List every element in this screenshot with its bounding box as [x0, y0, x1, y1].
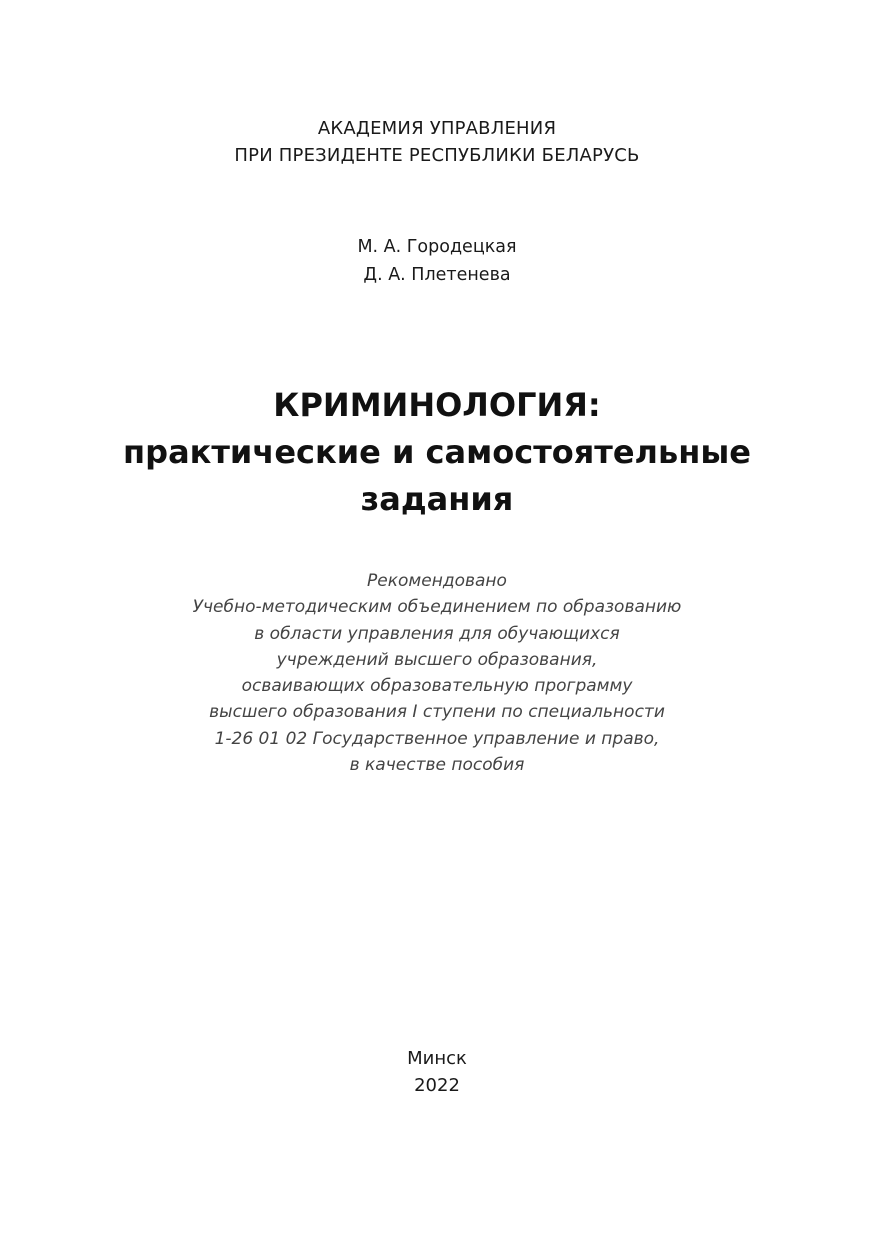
title-line-3: задания: [360, 480, 514, 518]
title-line-1: КРИМИНОЛОГИЯ:: [273, 386, 601, 424]
imprint: [0, 1045, 874, 1099]
recommendation-line-7: 1-26 01 02 Государственное управление и право,: [214, 728, 660, 749]
recommendation-statement: [0, 568, 874, 778]
recommendation-line-5: осваивающих образовательную программу: [241, 676, 633, 697]
author-2: Д. А. Плетенева: [363, 265, 511, 285]
institution-name: [0, 115, 874, 169]
recommendation-line-1: Рекомендовано: [367, 571, 507, 591]
imprint-year: 2022: [414, 1075, 460, 1096]
recommendation-line-2: Учебно-методическим объединением по образованию: [192, 597, 682, 618]
recommendation-line-3: в области управления для обучающихся: [254, 623, 620, 644]
title-line-2: практические и самостоятельные: [123, 433, 751, 471]
authors: [0, 233, 874, 289]
book-title: [0, 382, 874, 523]
author-1: М. А. Городецкая: [357, 237, 517, 257]
recommendation-line-6: высшего образования I ступени по специальности: [209, 702, 665, 723]
recommendation-line-8: в качестве пособия: [349, 755, 525, 776]
imprint-city: Минск: [407, 1048, 467, 1069]
institution-line-1: АКАДЕМИЯ УПРАВЛЕНИЯ: [317, 118, 557, 139]
institution-line-2: ПРИ ПРЕЗИДЕНТЕ РЕСПУБЛИКИ БЕЛАРУСЬ: [234, 145, 640, 166]
recommendation-line-4: учреждений высшего образования,: [276, 649, 598, 670]
